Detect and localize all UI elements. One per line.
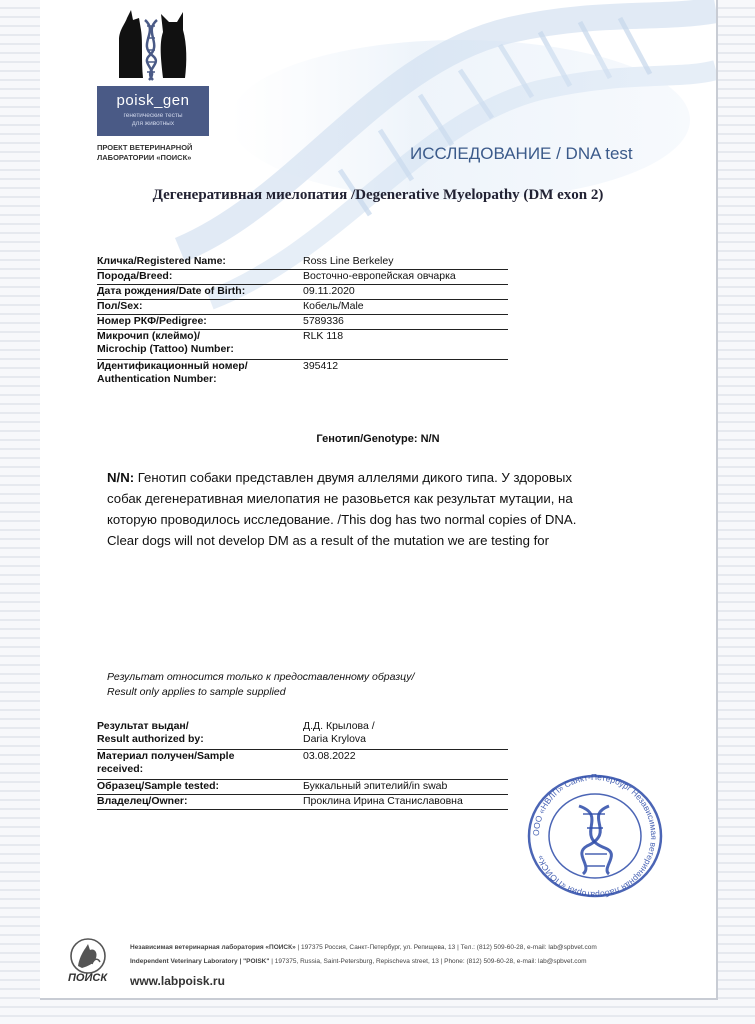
table-row	[97, 795, 508, 810]
stamp-ring-text: ООО «НВЛП» Санкт-Петербург Независимая ветеринарная лаборатория «ПОИСК»	[530, 772, 660, 900]
poisk-gen-logo	[97, 0, 209, 136]
table-row	[97, 270, 508, 285]
footer-ru-lab-name: Независимая ветеринарная лаборатория «ПОИСК»	[130, 944, 296, 951]
logo-emblem	[97, 0, 209, 86]
sample-value: Буккальный эпителий/in swab	[303, 780, 508, 795]
dob-value: 09.11.2020	[303, 285, 508, 300]
table-row	[97, 330, 508, 360]
logo-subtitle-line-2: для животных	[131, 120, 175, 127]
received-label-line-1: Материал получен/Sample	[97, 750, 235, 762]
footer-en-lab-name: Independent Veterinary Laboratory | "POISK"	[130, 958, 270, 965]
microchip-value: RLK 118	[303, 330, 508, 360]
breed-label: Порода/Breed:	[97, 270, 303, 285]
lab-project-line-2: ЛАБОРАТОРИИ «ПОИСК»	[97, 153, 192, 162]
genotype-result: Генотип/Genotype: N/N	[316, 433, 440, 445]
pedigree-value: 5789336	[303, 315, 508, 330]
animal-info-table	[97, 255, 508, 389]
footer-address-ru	[130, 944, 597, 951]
received-value: 03.08.2022	[303, 750, 508, 780]
authorized-label-line-2: Result authorized by:	[97, 733, 204, 745]
owner-label: Владелец/Owner:	[97, 795, 303, 810]
microchip-label-line-1: Микрочип (клеймо)/	[97, 330, 200, 342]
sex-label: Пол/Sex:	[97, 300, 303, 315]
footer-en-contacts: | 197375, Russia, Saint-Petersburg, Repischeva street, 13 | Phone: (812) 509-60-28, e-mail: lab@spbvet.com	[269, 958, 587, 965]
study-title: ИССЛЕДОВАНИЕ / DNA test	[410, 144, 633, 163]
logo-subtitle	[97, 112, 209, 128]
table-row	[97, 360, 508, 390]
footer-website-link[interactable]: www.labpoisk.ru	[130, 974, 225, 988]
auth-number-label	[97, 360, 303, 390]
auth-number-value: 395412	[303, 360, 508, 390]
received-label-line-2: received:	[97, 763, 144, 775]
authorized-value-line-2: Daria Krylova	[303, 733, 367, 745]
description-prefix: N/N:	[107, 470, 135, 485]
logo-name: poisk_gen	[116, 92, 190, 109]
lab-project-caption	[97, 143, 192, 163]
certificate-page	[40, 0, 718, 1000]
authorized-label-line-1: Результат выдан/	[97, 720, 189, 732]
genotype-description	[107, 467, 597, 551]
svg-text:ООО «НВЛП» Санкт-Петербург Нез	[531, 772, 659, 900]
sample-note-line-2: Result only applies to sample supplied	[107, 686, 286, 698]
dob-label: Дата рождения/Date of Birth:	[97, 285, 303, 300]
auth-label-line-2: Authentication Number:	[97, 373, 217, 385]
authorized-value	[303, 720, 508, 750]
microchip-label	[97, 330, 303, 360]
owner-value: Проклина Ирина Станиславовна	[303, 795, 508, 810]
table-row	[97, 285, 508, 300]
authorized-value-line-1: Д.Д. Крылова /	[303, 720, 375, 732]
sample-note-line-1: Результат относится только к предоставленному образцу/	[107, 671, 415, 683]
received-label	[97, 750, 303, 780]
footer-poisk-wordmark: ПОИСК	[68, 972, 108, 984]
sample-note	[107, 670, 414, 700]
authorized-label	[97, 720, 303, 750]
sample-label: Образец/Sample tested:	[97, 780, 303, 795]
table-row	[97, 780, 508, 795]
microchip-label-line-2: Microchip (Tattoo) Number:	[97, 343, 234, 355]
table-row	[97, 255, 508, 270]
table-row	[97, 720, 508, 750]
table-row	[97, 315, 508, 330]
logo-subtitle-line-1: генетические тесты	[123, 112, 183, 119]
cat-dog-dna-icon	[97, 0, 209, 86]
auth-label-line-1: Идентификационный номер/	[97, 360, 248, 372]
lab-project-line-1: ПРОЕКТ ВЕТЕРИНАРНОЙ	[97, 143, 193, 152]
sex-value: Кобель/Male	[303, 300, 508, 315]
footer-address-en	[130, 958, 587, 965]
table-row	[97, 300, 508, 315]
test-title: Дегенеративная миелопатия /Degenerative Myelopathy (DM exon 2)	[152, 187, 604, 203]
description-text: Генотип собаки представлен двумя аллелями дикого типа. У здоровых собак дегенеративная миелопатия не разовьется как результат мутации, на которую проводилось исследование. /This dog has two normal copies of DNA. Clear dogs will not develop DM as a result of the mutation we are testing for	[107, 470, 577, 548]
lab-seal-stamp	[513, 772, 677, 900]
breed-value: Восточно-европейская овчарка	[303, 270, 508, 285]
table-row	[97, 750, 508, 780]
name-value: Ross Line Berkeley	[303, 255, 394, 267]
pedigree-label: Номер РКФ/Pedigree:	[97, 315, 303, 330]
footer-ru-contacts: | 197375 Россия, Санкт-Петербург, ул. Репищева, 13 | Тел.: (812) 509-60-28, e-mail: lab@spbvet.com	[295, 944, 597, 951]
result-info-table	[97, 720, 508, 810]
name-label: Кличка/Registered Name:	[97, 255, 226, 267]
